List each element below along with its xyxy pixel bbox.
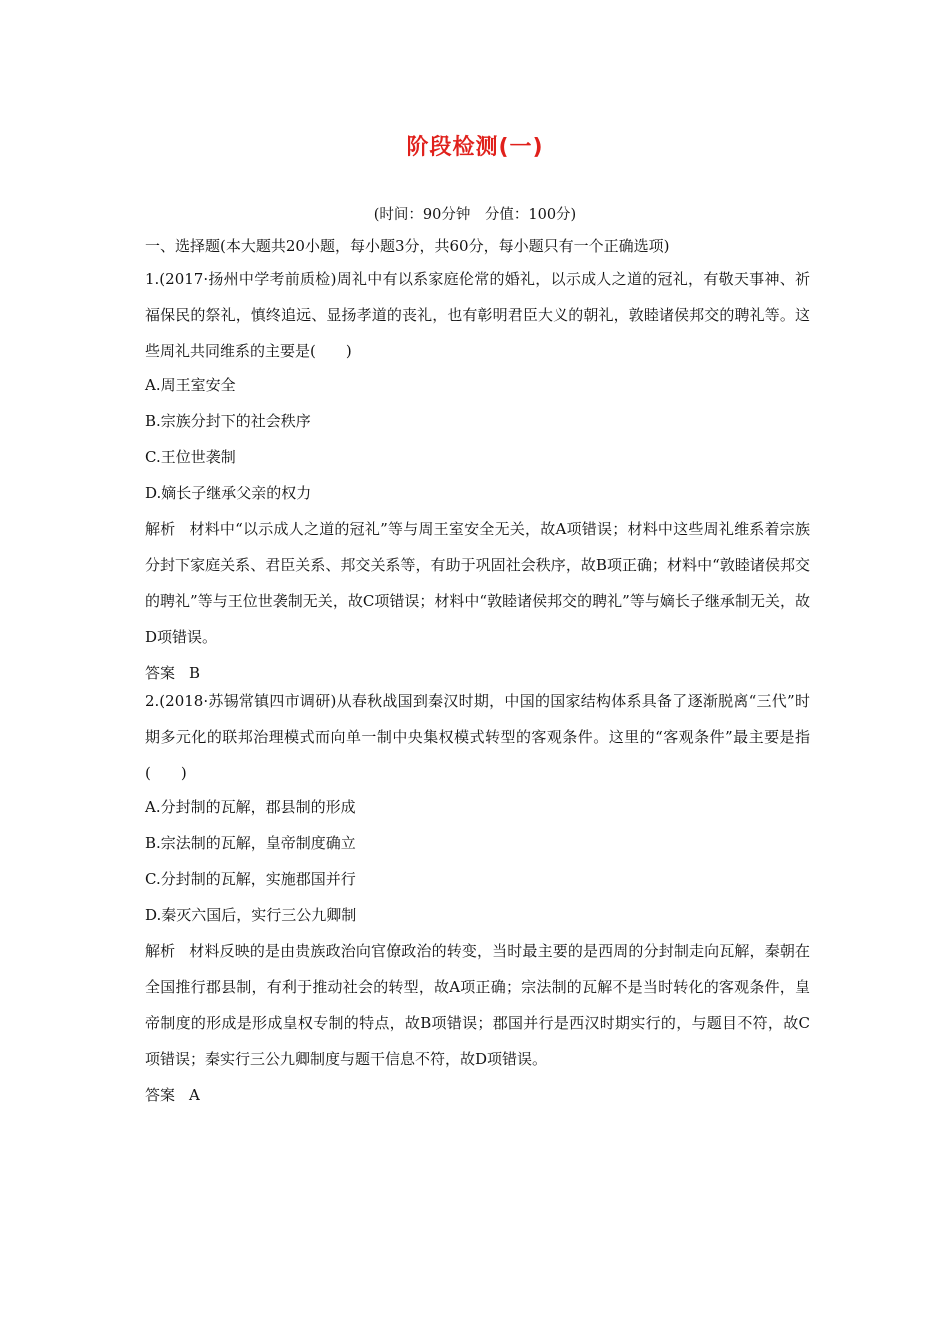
answer-label: 答案: [145, 1086, 176, 1104]
question-stem: 2.(2018·苏锡常镇四市调研)从春秋战国到秦汉时期，中国的国家结构体系具备了逐渐脱离“三代”时期多元化的联邦治理模式而向单一制中央集权模式转型的客观条件。这里的“客观条件”最主要是指( ): [145, 692, 810, 782]
option-c: C.王位世袭制: [145, 448, 236, 466]
page-title: 阶段检测(一): [406, 135, 544, 160]
section-heading: 一、选择题(本大题共20小题，每小题3分，共60分，每小题只有一个正确选项): [145, 237, 670, 255]
answer: [145, 1077, 810, 1113]
question-2: [145, 683, 810, 1113]
question-stem: 1.(2017·扬州中学考前质检)周礼中有以系家庭伦常的婚礼，以示成人之道的冠礼，有敬天事神、祈福保民的祭礼，慎终追远、显扬孝道的丧礼，也有彰明君臣大义的朝礼，敦睦诸侯邦交的聘礼等。这些周礼共同维系的主要是( ): [145, 270, 810, 360]
option-a: A.分封制的瓦解，郡县制的形成: [145, 798, 356, 816]
document-body: [145, 236, 810, 1113]
analysis-text: 材料中“以示成人之道的冠礼”等与周王室安全无关，故A项错误；材料中这些周礼维系着宗族分封下家庭关系、君臣关系、邦交关系等，有助于巩固社会秩序，故B项正确；材料中“敦睦诸侯邦交的聘礼”等与王位世袭制无关，故C项错误；材料中“敦睦诸侯邦交的聘礼”等与嫡长子继承制无关，故D项错误。: [145, 520, 810, 646]
answer-value: B: [189, 664, 201, 682]
analysis-label: 解析: [145, 942, 176, 960]
question-1: [145, 261, 810, 691]
option-d: D.秦灭六国后，实行三公九卿制: [145, 906, 357, 924]
analysis-text: 材料反映的是由贵族政治向官僚政治的转变，当时最主要的是西周的分封制走向瓦解，秦朝在全国推行郡县制，有利于推动社会的转型，故A项正确；宗法制的瓦解不是当时转化的客观条件，皇帝制度的形成是形成皇权专制的特点，故B项错误；郡国并行是西汉时期实行的，与题目不符，故C项错误；秦实行三公九卿制度与题干信息不符，故D项错误。: [145, 942, 810, 1068]
analysis: [145, 511, 810, 655]
option-c: C.分封制的瓦解，实施郡国并行: [145, 870, 356, 888]
option-b: B.宗族分封下的社会秩序: [145, 412, 311, 430]
exam-meta: (时间：90分钟 分值：100分): [373, 207, 577, 223]
option-a: A.周王室安全: [145, 376, 236, 394]
answer-label: 答案: [145, 664, 176, 682]
analysis: [145, 933, 810, 1077]
analysis-label: 解析: [145, 520, 176, 538]
answer-value: A: [189, 1086, 200, 1104]
option-b: B.宗法制的瓦解，皇帝制度确立: [145, 834, 356, 852]
option-d: D.嫡长子继承父亲的权力: [145, 484, 312, 502]
